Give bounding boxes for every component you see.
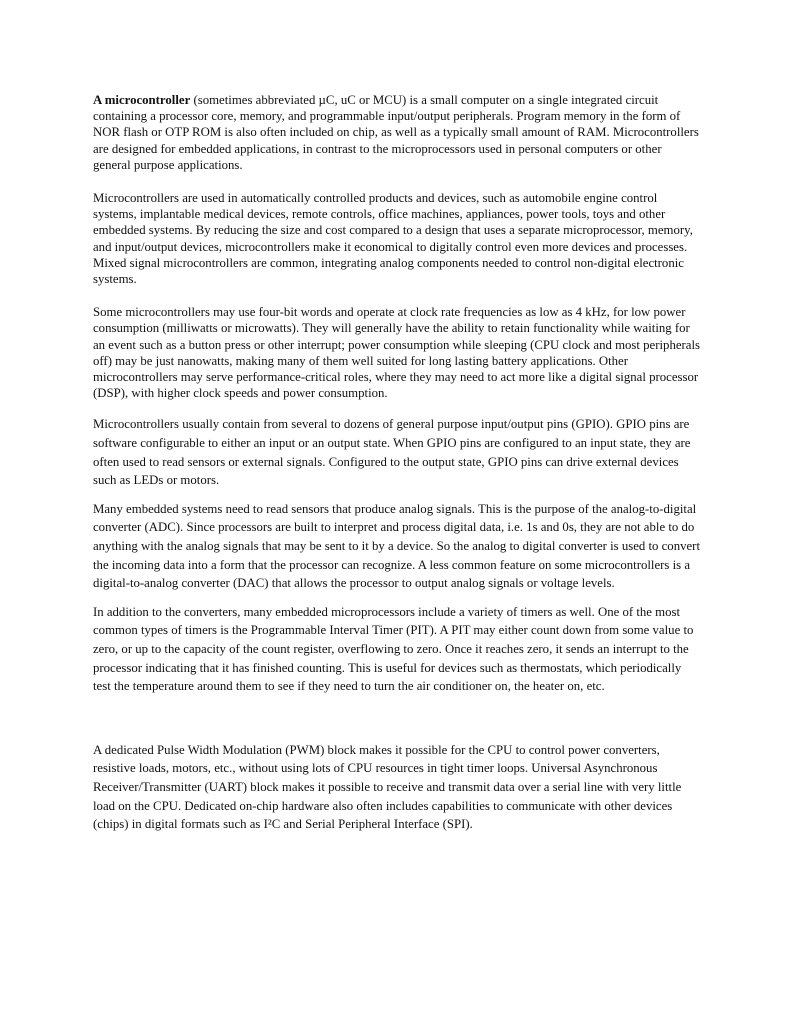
document-page <box>93 92 701 834</box>
paragraph-power: Some microcontrollers may use four-bit words and operate at clock rate frequencies as low as 4 kHz, for low power consumption (milliwatts or microwatts). They will generally have the ability to retain functionality while waiting for an event such as a button press or other interrupt; power consumption while sleeping (CPU clock and most peripherals off) may be just nanowatts, making many of them well suited for long lasting battery applications. Other microcontrollers may serve performance-critical roles, where they may need to act more like a digital signal processor (DSP), with higher clock speeds and power consumption. <box>93 305 701 401</box>
paragraph-gpio: Microcontrollers usually contain from several to dozens of general purpose input/output pins (GPIO). GPIO pins are software configurable to either an input or an output state. When GPIO pins are configured to an input state, they are often used to read sensors or external signals. Configured to the output state, GPIO pins can drive external devices such as LEDs or motors. <box>93 417 691 488</box>
paragraph-intro <box>93 92 701 173</box>
paragraph-applications: Microcontrollers are used in automatically controlled products and devices, such as automobile engine control systems, implantable medical devices, remote controls, office machines, appliances, power tools, toys and other embedded systems. By reducing the size and cost compared to a design that uses a separate microprocessor, memory, and input/output devices, microcontrollers make it economical to digitally control even more devices and processes. Mixed signal microcontrollers are common, integrating analog components needed to control non-digital electronic systems. <box>93 191 693 287</box>
intro-text: (sometimes abbreviated µC, uC or MCU) is a small computer on a single integrated circuit containing a processor core, memory, and programmable input/output peripherals. Program memory in the form of NOR flash or OTP ROM is also often included on chip, as well as a typically small amount of RAM. Microcontrollers are designed for embedded applications, in contrast to the microprocessors used in personal computers or other general purpose applications. <box>93 93 699 172</box>
paragraph-pwm-uart: A dedicated Pulse Width Modulation (PWM) block makes it possible for the CPU to control power converters, resistive loads, motors, etc., without using lots of CPU resources in tight timer loops. Universal Asynchronous Receiver/Transmitter (UART) block makes it possible to receive and transmit data over a serial line with very little load on the CPU. Dedicated on-chip hardware also often includes capabilities to communicate with other devices (chips) in digital formats such as I²C and Serial Peripheral Interface (SPI). <box>93 742 682 832</box>
paragraph-timers: In addition to the converters, many embedded microprocessors include a variety of timers as well. One of the most common types of timers is the Programmable Interval Timer (PIT). A PIT may either count down from some value to zero, or up to the capacity of the count register, overflowing to zero. Once it reaches zero, it sends an interrupt to the processor indicating that it has finished counting. This is useful for devices such as thermostats, which periodically test the temperature around them to see if they need to turn the air conditioner on, the heater on, etc. <box>93 604 694 694</box>
intro-lead-term: A microcontroller <box>93 93 191 107</box>
paragraph-adc: Many embedded systems need to read sensors that produce analog signals. This is the purpose of the analog-to-digital converter (ADC). Since processors are built to interpret and process digital data, i.e. 1s and 0s, they are not able to do anything with the analog signals that may be sent to it by a device. So the analog to digital converter is used to convert the incoming data into a form that the processor can recognize. A less common feature on some microcontrollers is a digital-to-analog converter (DAC) that allows the processor to output analog signals or voltage levels. <box>93 501 700 591</box>
